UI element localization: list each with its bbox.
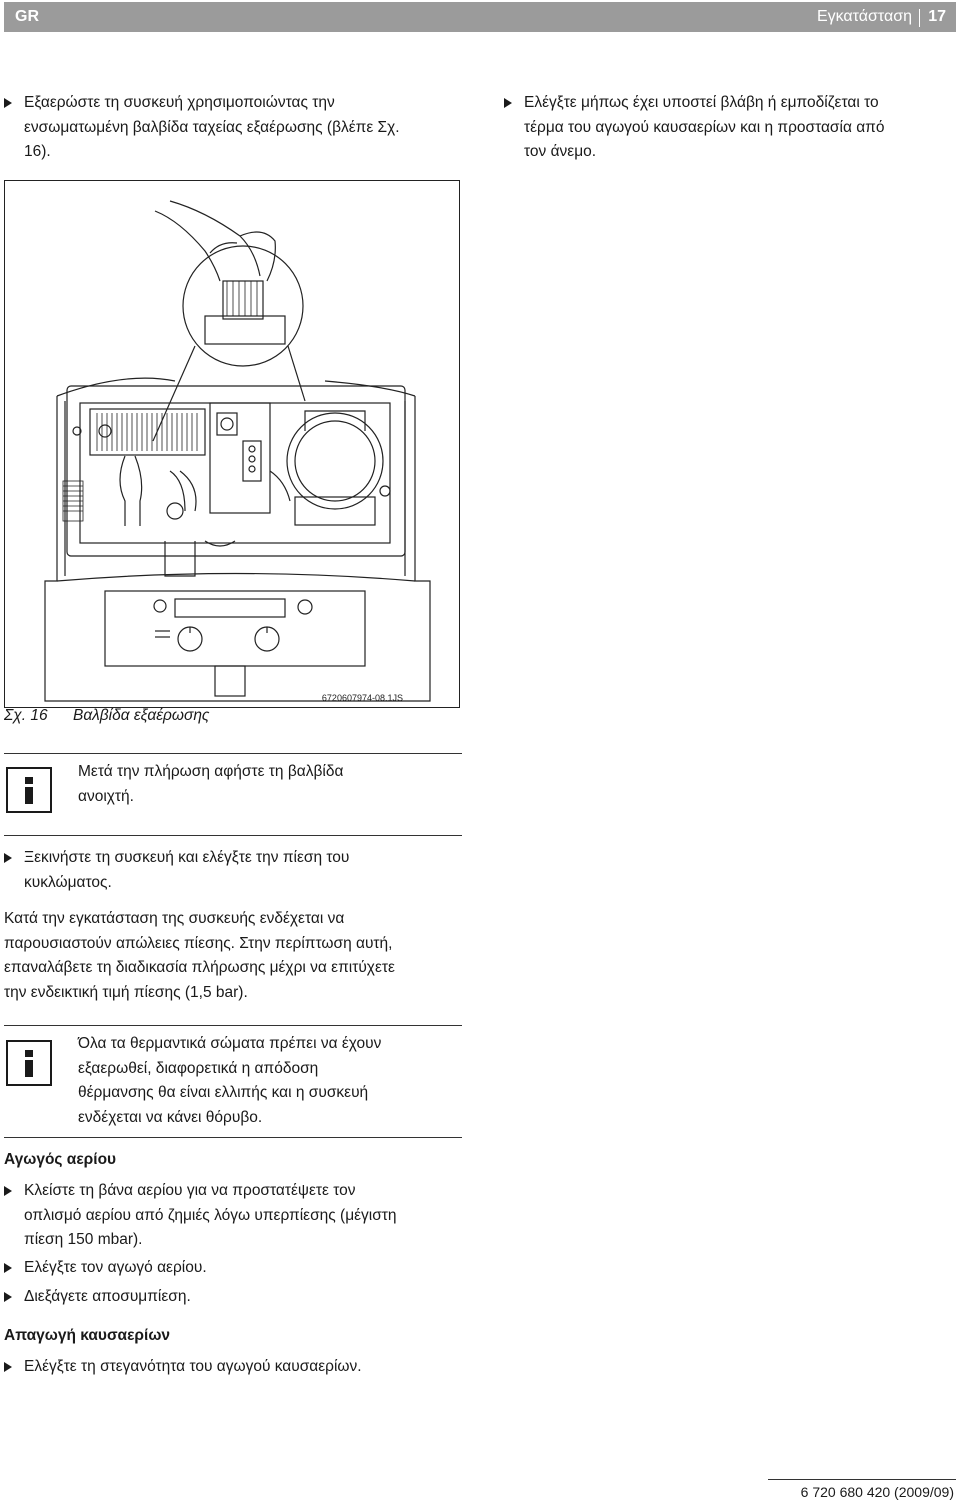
- text-line: οπλισμό αερίου από ζημιές λόγω υπερπίεσης (μέγιστη: [24, 1206, 397, 1224]
- text-line: εξαερωθεί, διαφορετικά η απόδοση: [78, 1059, 319, 1077]
- text-line: Κλείστε τη βάνα αερίου για να προστατέψετε τον: [24, 1182, 356, 1199]
- text-line: Ελέγξτε τον αγωγό αερίου.: [24, 1259, 207, 1276]
- pressure-paragraph: [4, 907, 460, 1005]
- page-number: 17: [928, 8, 946, 25]
- text-line: θέρμανσης θα είναι ελλιπής και η συσκευή: [78, 1084, 369, 1101]
- header-divider: [919, 9, 920, 27]
- text-line: τέρμα του αγωγού καυσαερίων και η προστασία από: [524, 118, 885, 136]
- text-line: τον άνεμο.: [524, 143, 597, 160]
- boiler-drawing: [5, 181, 459, 707]
- text-line: Ξεκινήστε τη συσκευή και ελέγξτε την πίεση του: [24, 849, 350, 866]
- note-top-rule: [4, 1025, 462, 1026]
- text-line: παρουσιαστούν απώλειες πίεσης. Στην περίπτωση αυτή,: [4, 934, 393, 952]
- bullet-arrow-icon: [4, 1186, 12, 1196]
- text-line: Μετά την πλήρωση αφήστε τη βαλβίδα: [78, 763, 344, 780]
- text-line: ενσωματωμένη βαλβίδα ταχείας εξαέρωσης (βλέπε Σχ.: [24, 118, 400, 136]
- language-code: GR: [15, 8, 39, 25]
- text-line: πίεση 150 mbar).: [24, 1231, 143, 1248]
- text-line: Διεξάγετε αποσυμπίεση.: [24, 1288, 191, 1305]
- bullet-arrow-icon: [4, 1292, 12, 1302]
- boiler-illustration: [4, 180, 460, 708]
- document-number: 6 720 680 420 (2009/09): [800, 1484, 954, 1500]
- note-text: [78, 1032, 458, 1130]
- figure-code: 6720607974-08.1JS: [321, 693, 403, 703]
- section-title: Εγκατάσταση: [816, 8, 912, 25]
- text-line: Εξαερώστε τη συσκευή χρησιμοποιώντας την: [24, 94, 335, 111]
- text-line: Ελέγξτε μήπως έχει υποστεί βλάβη ή εμποδίζεται το: [524, 94, 879, 111]
- text-line: 16).: [24, 143, 51, 160]
- footer-rule: [768, 1479, 956, 1480]
- text-line: Ελέγξτε τη στεγανότητα του αγωγού καυσαερίων.: [24, 1358, 362, 1375]
- bullet-arrow-icon: [4, 1362, 12, 1372]
- info-icon: [6, 1040, 52, 1086]
- page-header: [4, 2, 956, 32]
- note-top-rule: [4, 753, 462, 754]
- bullet-arrow-icon: [4, 1263, 12, 1273]
- gas-pipe-heading: Αγωγός αερίου: [4, 1151, 117, 1168]
- bullet-arrow-icon: [4, 98, 12, 108]
- text-line: την ενδεικτική τιμή πίεσης (1,5 bar).: [4, 983, 248, 1001]
- figure-caption-text: Βαλβίδα εξαέρωσης: [73, 707, 210, 724]
- text-line: ενδέχεται να κάνει θόρυβο.: [78, 1108, 263, 1126]
- text-line: ανοιχτή.: [78, 787, 134, 805]
- note-text: [78, 760, 458, 809]
- text-line: επαναλάβετε τη διαδικασία πλήρωσης μέχρι να επιτύχετε: [4, 959, 395, 976]
- note-bottom-rule: [4, 835, 462, 836]
- text-line: Όλα τα θερμαντικά σώματα πρέπει να έχουν: [78, 1035, 382, 1052]
- bullet-arrow-icon: [504, 98, 512, 108]
- info-icon: [6, 767, 52, 813]
- note-bottom-rule: [4, 1137, 462, 1138]
- flue-heading: Απαγωγή καυσαερίων: [4, 1327, 171, 1344]
- bullet-arrow-icon: [4, 853, 12, 863]
- text-line: κυκλώματος.: [24, 873, 112, 891]
- text-line: Κατά την εγκατάσταση της συσκευής ενδέχεται να: [4, 910, 345, 927]
- figure-caption-number: Σχ. 16: [4, 707, 48, 724]
